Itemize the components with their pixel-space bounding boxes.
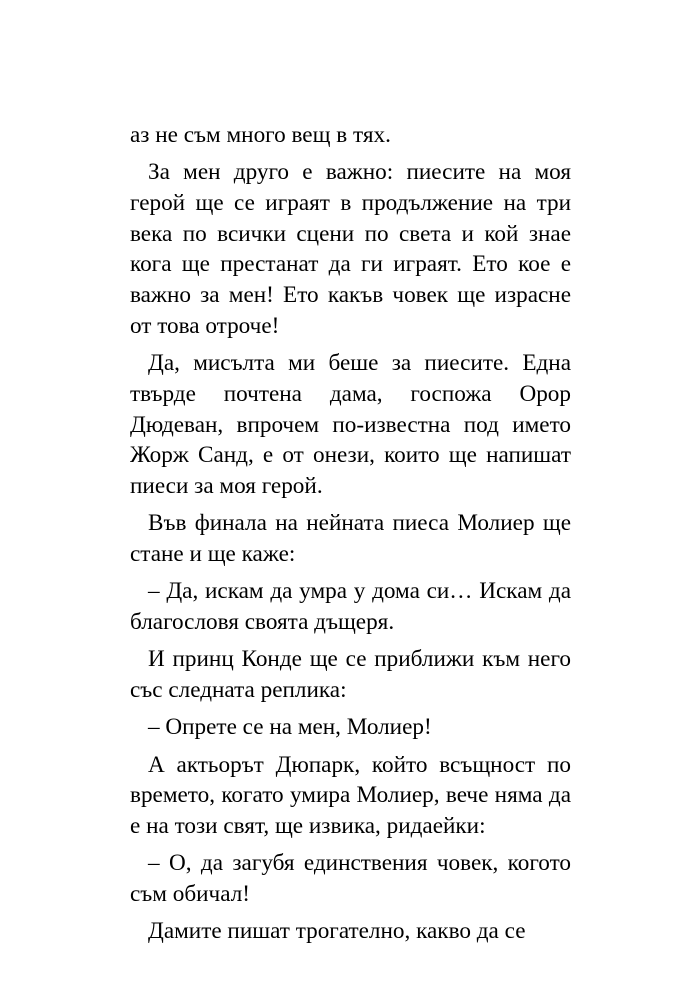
paragraph-7: – Опрете се на мен, Молиер! bbox=[148, 714, 432, 741]
paragraph-10: Дамите пишат трогателно, какво да се bbox=[148, 918, 526, 945]
paragraph-2: За мен друго е важно: пиесите на моя герой ще се играят в продължение на три века по всички сцени по света и кой знае кога ще престанат да ги играят. Ето кое е важно за мен! Ето какъв човек ще израсне от това отроче! bbox=[130, 159, 571, 339]
paragraph-1: аз не съм много вещ в тях. bbox=[130, 122, 391, 148]
paragraph-3: Да, мисълта ми беше за пиесите. Една твърде почтена дама, госпожа Орор Дюдеван, впрочем по-известна под името Жорж Санд, е от онези, които ще напишат пиеси за моя герой. bbox=[130, 350, 571, 499]
paragraph-5: – Да, искам да умра у дома си… Искам да благословя своята дъщеря. bbox=[130, 578, 571, 635]
book-page bbox=[130, 120, 571, 954]
paragraph-4: Във финала на нейната пиеса Молиер ще стане и ще каже: bbox=[130, 510, 571, 567]
paragraph-6: И принц Конде ще се приближи към него със следната реплика: bbox=[130, 646, 571, 703]
paragraph-8: А актьорът Дюпарк, който всъщност по времето, когато умира Молиер, вече няма да е на този свят, ще извика, ридаейки: bbox=[130, 751, 571, 839]
paragraph-9: – О, да загубя единствения човек, когото съм обичал! bbox=[130, 850, 571, 907]
